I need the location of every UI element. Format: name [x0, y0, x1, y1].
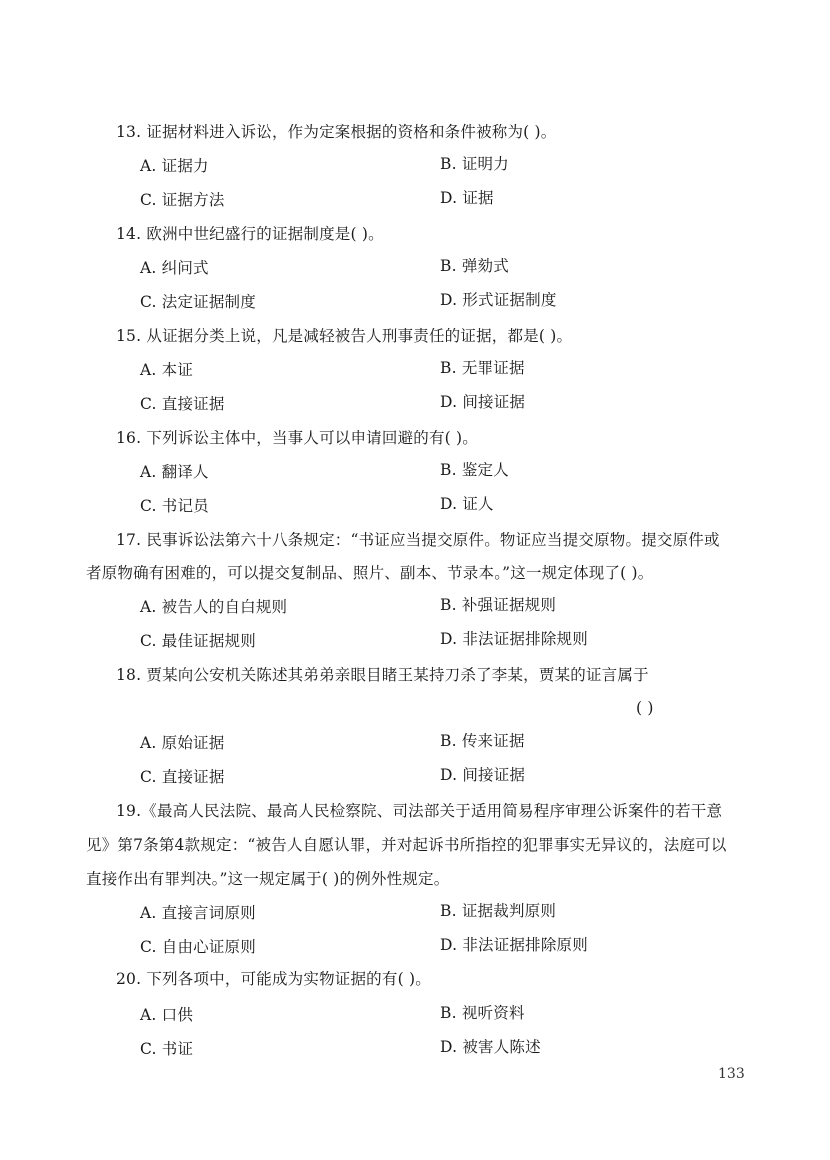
question-18-answer-blank: ( ) — [636, 699, 654, 717]
question-16-option-d: D. 证人 — [440, 495, 494, 513]
question-17-option-a: A. 被告人的自白规则 — [140, 598, 288, 616]
question-15-option-c: C. 直接证据 — [140, 395, 225, 413]
question-13-stem: 13. 证据材料进入诉讼，作为定案根据的资格和条件被称为( )。 — [116, 123, 557, 141]
question-18-stem: 18. 贾某向公安机关陈述其弟弟亲眼目睹王某持刀杀了李某，贾某的证言属于 — [116, 666, 649, 684]
question-18-option-b: B. 传来证据 — [440, 732, 525, 750]
question-14-stem: 14. 欧洲中世纪盛行的证据制度是( )。 — [116, 225, 384, 243]
question-19-option-b: B. 证据裁判原则 — [440, 902, 557, 920]
question-17-stem: 17. 民事诉讼法第六十八条规定：“书证应当提交原件。物证应当提交原物。提交原件或 — [116, 531, 720, 549]
question-20-option-d: D. 被害人陈述 — [440, 1038, 541, 1056]
question-19-stem-continued-2: 直接作出有罪判决。”这一规定属于( )的例外性规定。 — [86, 870, 450, 888]
question-20-option-a: A. 口供 — [140, 1006, 194, 1024]
page-number: 133 — [718, 1066, 745, 1082]
question-20-stem: 20. 下列各项中，可能成为实物证据的有( )。 — [116, 970, 431, 988]
question-15-option-a: A. 本证 — [140, 361, 194, 379]
question-16-stem: 16. 下列诉讼主体中，当事人可以申请回避的有( )。 — [116, 429, 478, 447]
question-14-option-a: A. 纠问式 — [140, 259, 209, 277]
question-19-option-d: D. 非法证据排除原则 — [440, 936, 588, 954]
question-14-option-d: D. 形式证据制度 — [440, 291, 557, 309]
question-17-option-c: C. 最佳证据规则 — [140, 632, 256, 650]
question-16-option-a: A. 翻译人 — [140, 463, 209, 481]
question-16-option-b: B. 鉴定人 — [440, 461, 509, 479]
question-13-option-b: B. 证明力 — [440, 155, 509, 173]
question-15-option-d: D. 间接证据 — [440, 393, 526, 411]
question-17-option-d: D. 非法证据排除规则 — [440, 630, 588, 648]
question-17-option-b: B. 补强证据规则 — [440, 596, 557, 614]
question-13-option-a: A. 证据力 — [140, 157, 209, 175]
question-15-stem: 15. 从证据分类上说，凡是减轻被告人刑事责任的证据，都是( )。 — [116, 327, 573, 345]
question-19-stem: 19.《最高人民法院、最高人民检察院、司法部关于适用简易程序审理公诉案件的若干意 — [116, 802, 723, 820]
question-18-option-d: D. 间接证据 — [440, 766, 526, 784]
question-14-option-b: B. 弹劾式 — [440, 257, 509, 275]
question-19-option-a: A. 直接言词原则 — [140, 904, 256, 922]
question-18-option-c: C. 直接证据 — [140, 768, 225, 786]
question-13-option-d: D. 证据 — [440, 189, 494, 207]
question-18-option-a: A. 原始证据 — [140, 734, 225, 752]
question-15-option-b: B. 无罪证据 — [440, 359, 525, 377]
question-16-option-c: C. 书记员 — [140, 497, 209, 515]
question-17-stem-continued: 者原物确有困难的，可以提交复制品、照片、副本、节录本。”这一规定体现了( )。 — [86, 564, 654, 582]
question-20-option-c: C. 书证 — [140, 1040, 194, 1058]
question-20-option-b: B. 视听资料 — [440, 1004, 525, 1022]
question-13-option-c: C. 证据方法 — [140, 191, 225, 209]
question-19-stem-continued: 见》第7条第4款规定：“被告人自愿认罪，并对起诉书所指控的犯罪事实无异议的，法庭可以 — [86, 836, 727, 854]
question-19-option-c: C. 自由心证原则 — [140, 938, 256, 956]
question-14-option-c: C. 法定证据制度 — [140, 293, 256, 311]
